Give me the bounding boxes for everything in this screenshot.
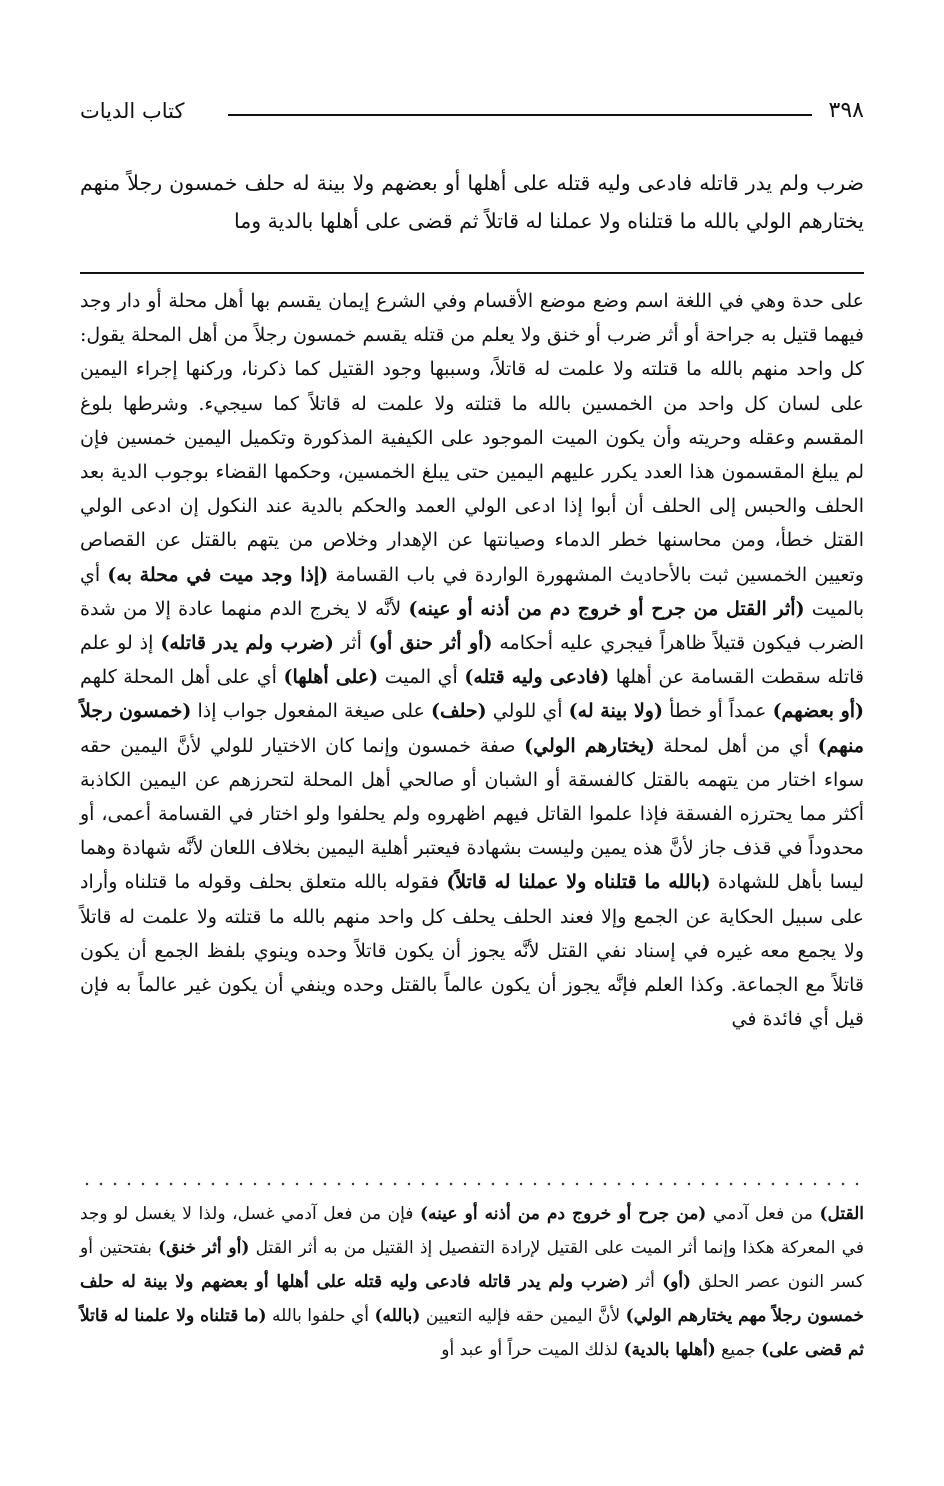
main-text-paragraph: ضرب ولم يدر قاتله فادعى وليه قتله على أهلها أو بعضهم ولا بينة له حلف خمسون رجلاً منهم يختارهم الولي بالله ما قتلناه ولا عملنا له قاتلاً ثم قضى على أهلها بالدية وما <box>80 171 864 233</box>
quoted-matn-phrase: (بالله ما قتلناه ولا عملنا له قاتلاً) <box>446 871 711 894</box>
quoted-matn-phrase: (أو بعضهم) <box>772 700 865 723</box>
quoted-matn-phrase: (ولا بينة له) <box>568 700 663 723</box>
commentary-text: فقوله بالله متعلق بحلف وقوله ما قتلناه وأراد على سبيل الحكاية عن الجمع وإلا فعند الحلف يحلف كل واحد منهم بالله ما قتلته ولا علمت له قاتلاً ولا يجمع معه غيره في إسناد نفي القتل لأنَّه يجوز أن يكون قاتلاً وحده وينوي بلفظ الجمع أن يكون قاتلاً مع الجماعة. وكذا العلم فإنَّه يجوز أن يكون عالماً بالقتل وحده وينفي أن يكون غير عالماً به فإن قيل أي فائدة في <box>80 871 864 1031</box>
commentary-text: أي بالميت <box>80 563 864 620</box>
running-head <box>80 98 864 128</box>
quoted-matn-phrase: القتل) <box>819 1204 864 1224</box>
commentary-text: جميع <box>715 1340 762 1360</box>
quoted-matn-phrase: (أو أثر حنق أو) <box>368 632 493 655</box>
quoted-matn-phrase: (ما قتلناه ولا علمنا له قاتلاً ثم قضى على) <box>80 1306 864 1360</box>
commentary-text: أي للولي <box>486 700 569 723</box>
quoted-matn-phrase: (أو) <box>662 1272 692 1292</box>
commentary-text: أي الميت <box>378 666 465 689</box>
quoted-matn-phrase: (أو أثر خنق) <box>158 1238 250 1258</box>
commentary-text: فإن من فعل آدمي غسل، ولذا لا يغسل لو وجد في المعركة هكذا وإنما أثر الميت على القتيل لإرادة التفصيل إذ القتيل من به أثر القتل <box>80 1204 864 1258</box>
quoted-matn-phrase: (إذا وجد ميت في محلة به) <box>107 563 329 586</box>
main-text-divider <box>80 272 864 274</box>
commentary-text: أثر <box>628 1272 663 1292</box>
commentary-text: على حدة وهي في اللغة اسم وضع موضع الأقسام وفي الشرع إيمان يقسم بها أهل محلة أو دار وجد فيهما قتيل به جراحة أو أثر ضرب أو خنق ولا يعلم من قتله يقسم خمسون رجلاً من أهل المحلة يقول: كل واحد منهم بالله ما قتلته ولا علمت له قاتلاً، وسببها وجود القتيل كما ذكرنا، وركنها إجراء اليمين على لسان كل واحد من الخمسين بالله ما قتلته ولا علمت له قاتلاً كما سيجيء. وشرطها بلوغ المقسم وعقله وحريته وأن يكون الميت الموجود على الكيفية المذكورة وتكميل اليمين خمسين فإن لم يبلغ المقسمون هذا العدد يكرر عليهم اليمين حتى يبلغ الخمسين، وحكمها القضاء بوجوب الدية بعد الحلف والحبس إلى الحلف أن أبوا إذا ادعى الولي العمد والحكم بالدية عند النكول إن ادعى الولي القتل خطأ، ومن محاسنها خطر الدماء وصيانتها عن الإهدار وخلاص من يتهم بالقتل عن القصاص وتعيين الخمسين ثبت بالأحاديث المشهورة الواردة في باب القسامة <box>80 290 864 586</box>
gloss-notes <box>80 1197 864 1367</box>
header-rule <box>228 114 812 116</box>
quoted-matn-phrase: (من جرح أو خروج دم من أذنه أو عينه) <box>419 1204 707 1224</box>
commentary-text: إذ لو علم قاتله سقطت القسامة عن أهلها <box>80 632 865 689</box>
commentary-text: صفة خمسون وإنما كان الاختيار للولي لأنَّ اليمين حقه سواء اختار من يتهمه بالقتل كالفسقة أو الشبان أو صالحي أهل المحلة لتحرزهم عن اليمين الكاذبة أكثر مما يحترزه الفسقة فإذا علموا القاتل فيهم اظهروه ولم يحلفوا ولو اختار في القسامة أعمى، أو محدوداً في قذف جاز لأنَّ هذه يمين وليست بشهادة فيعتبر أهلية اليمين بخلاف اللعان لأنَّه شهادة وهما ليسا بأهل للشهادة <box>80 734 864 894</box>
commentary-text: لذلك الميت حراً أو عبد أو <box>441 1340 624 1360</box>
commentary <box>80 284 864 1036</box>
quoted-matn-phrase: (على أهلها) <box>283 666 379 689</box>
quoted-matn-phrase: (أثر القتل من جرح أو خروج دم من أذنه أو عينه) <box>408 597 805 620</box>
quoted-matn-phrase: (فادعى وليه قتله) <box>464 666 610 689</box>
commentary-text: أي حلفوا بالله <box>266 1306 375 1326</box>
quoted-matn-phrase: (خمسون رجلاً منهم) <box>80 700 864 757</box>
book-title: كتاب الديات <box>80 99 185 123</box>
quoted-matn-phrase: (بالله) <box>374 1306 421 1326</box>
commentary-text: من فعل آدمي <box>706 1204 820 1224</box>
page-number: ٣٩٨ <box>828 98 864 123</box>
gloss-paragraph <box>80 1197 864 1367</box>
dotted-divider <box>80 1181 864 1187</box>
commentary-text: أثر <box>333 632 369 655</box>
commentary-text: أي من أهل لمحلة <box>654 734 818 757</box>
quoted-matn-phrase: (ضرب ولم يدر قاتله) <box>160 632 334 655</box>
commentary-text: على صيغة المفعول جواب إذا <box>191 700 431 723</box>
main-text <box>80 164 864 240</box>
commentary-text: لأنَّ اليمين حقه فإليه التعيين <box>420 1306 626 1326</box>
quoted-matn-phrase: (ضرب ولم يدر قاتله فادعى وليه قتله على أهلها أو بعضهم ولا بينة له حلف خمسون رجلاً مهم يختارهم الولي) <box>80 1272 864 1326</box>
commentary-text: لأنَّه لا يخرج الدم منهما عادة إلا من شدة الضرب فيكون قتيلاً ظاهراً فيجري عليه أحكامه <box>80 597 864 655</box>
quoted-matn-phrase: (حلف) <box>430 700 487 723</box>
quoted-matn-phrase: (أهلها بالدية) <box>623 1340 716 1360</box>
commentary-text: أي على أهل المحلة كلهم <box>80 666 284 689</box>
commentary-paragraph <box>80 284 864 1036</box>
commentary-text: عمداً أو خطأ <box>662 700 773 723</box>
quoted-matn-phrase: (يختارهم الولي) <box>524 734 655 757</box>
commentary-text: بفتحتين أو كسر النون عصر الحلق <box>80 1238 864 1292</box>
